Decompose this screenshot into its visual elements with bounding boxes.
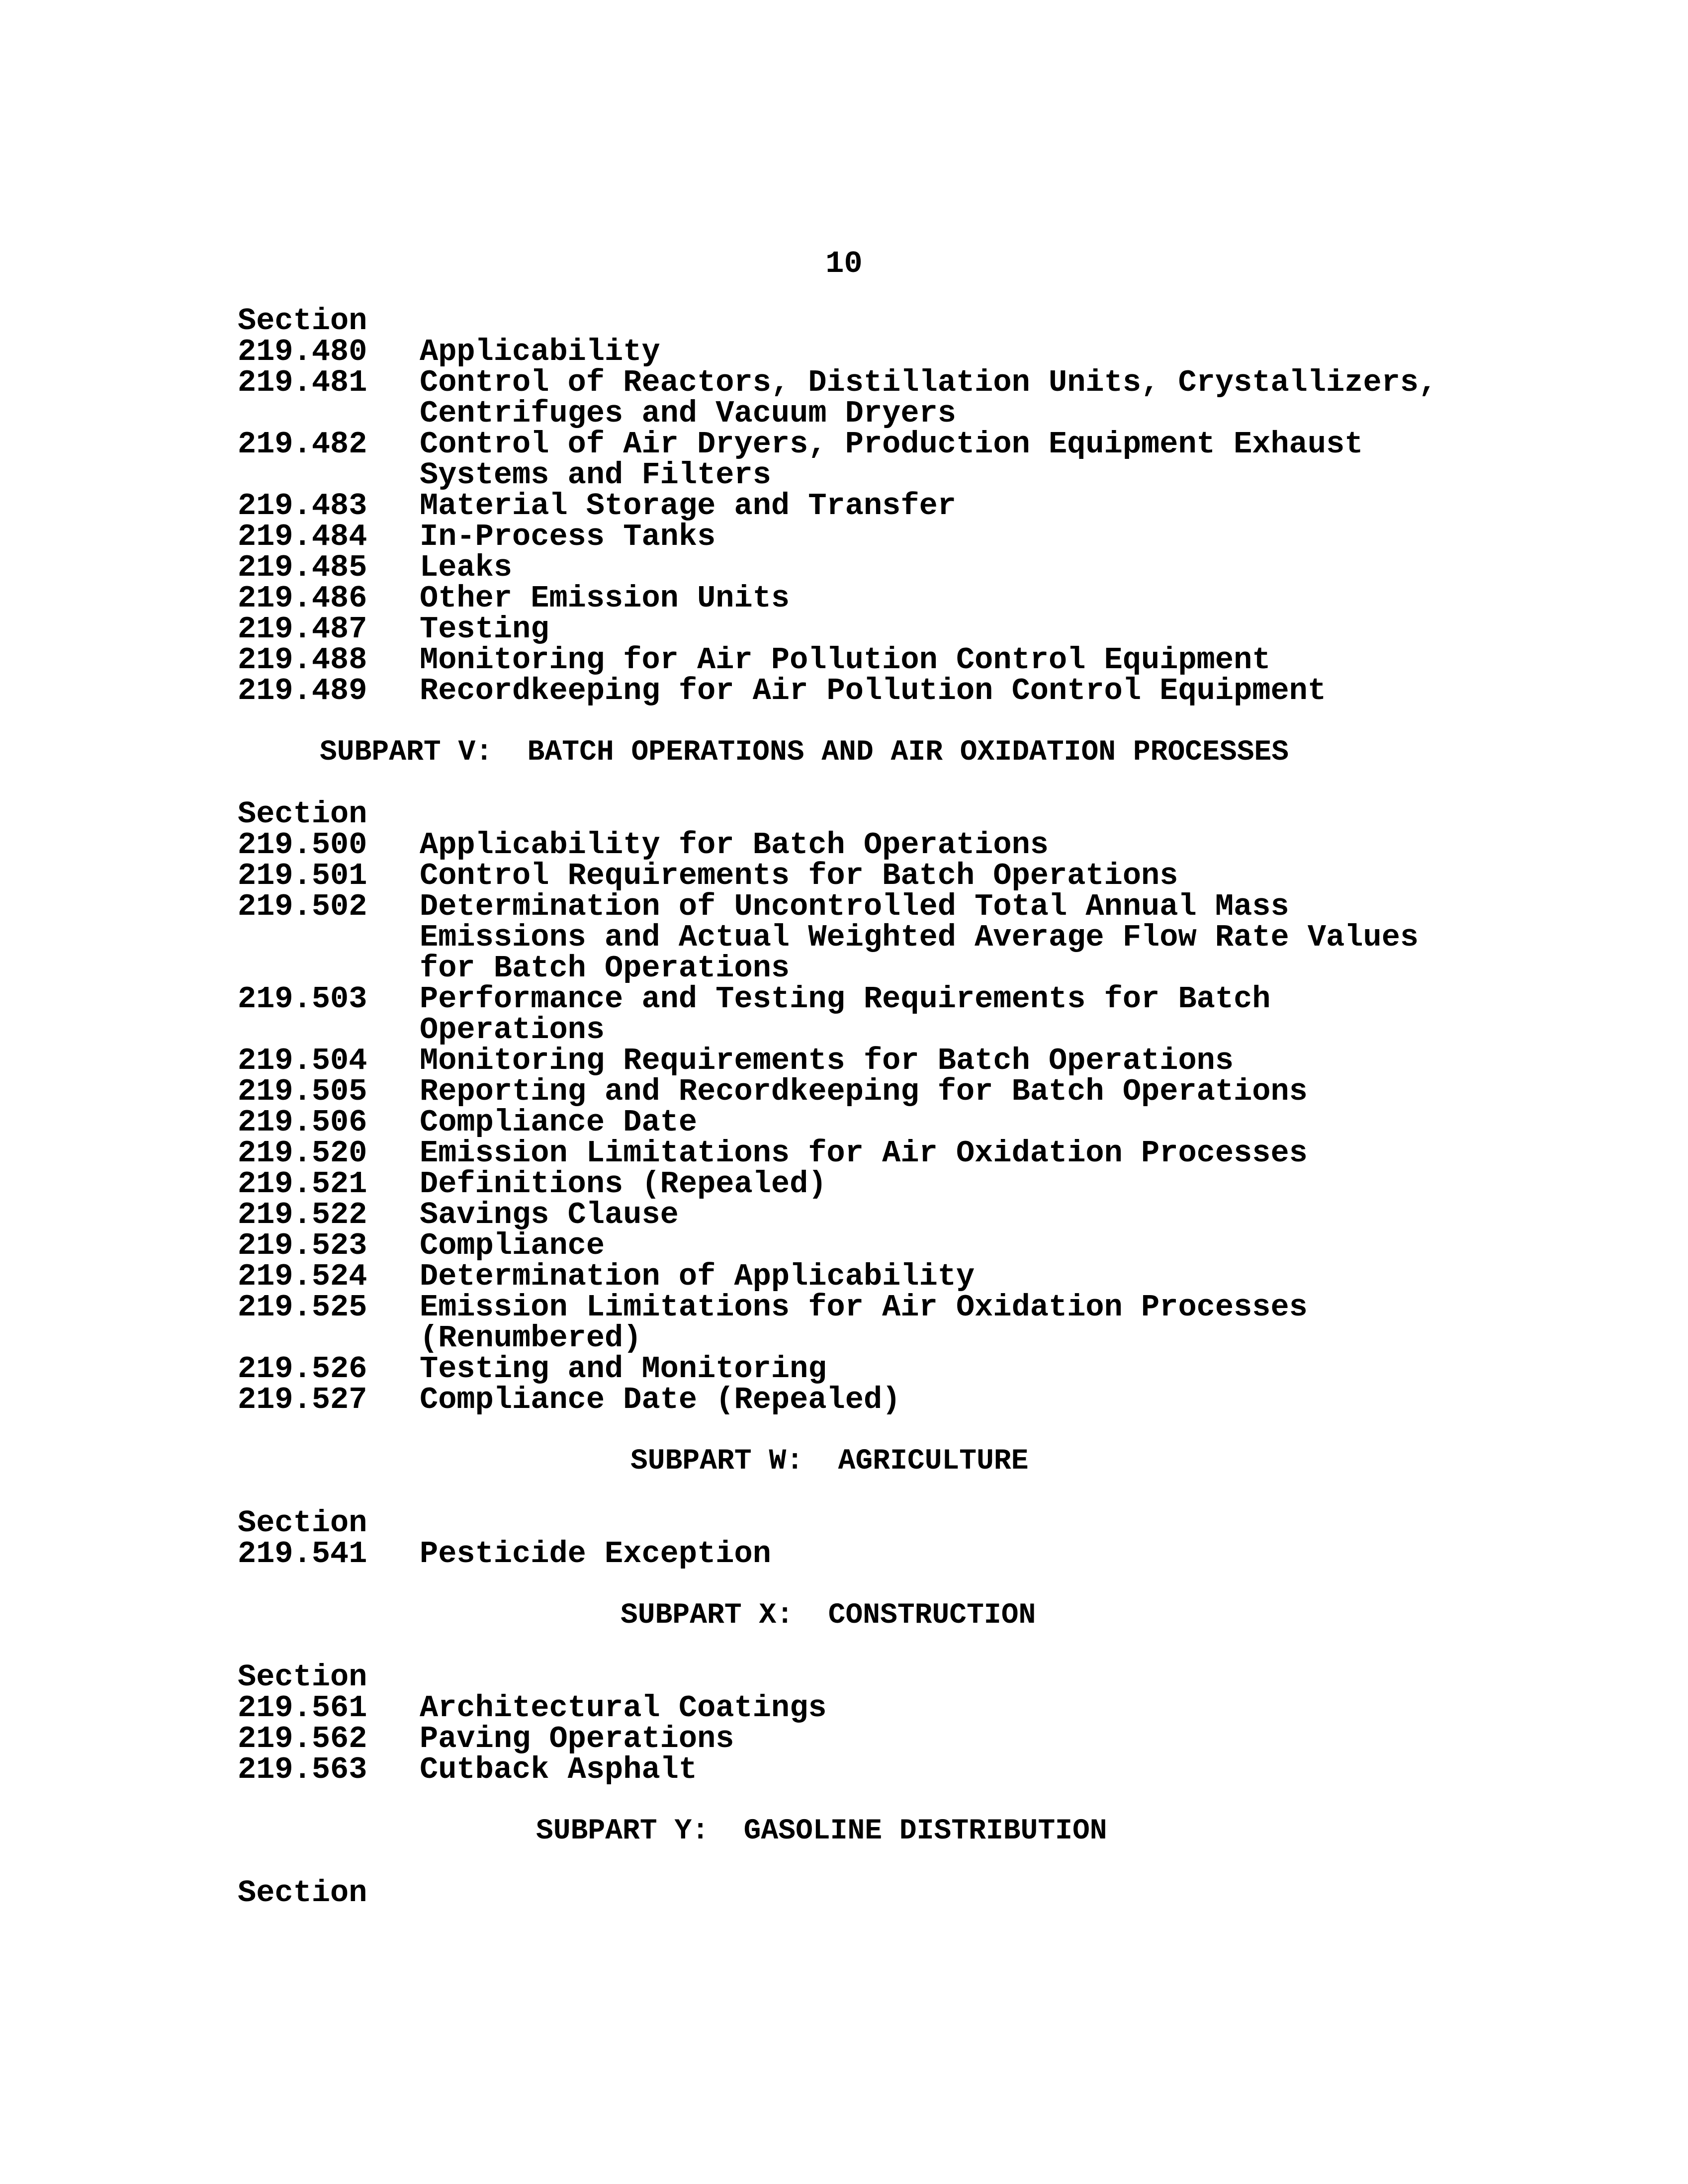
section-number: 219.485 (238, 550, 367, 585)
subpart-heading: SUBPART V: BATCH OPERATIONS AND AIR OXIDATION PROCESSES (320, 736, 1289, 769)
section-title: Compliance Date (420, 1105, 698, 1140)
section-title: Testing and Monitoring (420, 1351, 827, 1387)
section-number: 219.500 (238, 827, 367, 863)
toc-entry (238, 642, 1456, 678)
section-number: 219.521 (238, 1166, 367, 1202)
section-title: Applicability for Batch Operations (420, 827, 1049, 863)
section-title: Compliance Date (Repealed) (420, 1382, 901, 1417)
toc-entry (238, 1292, 1456, 1354)
section-title: Cutback Asphalt (420, 1752, 698, 1787)
toc-entry (238, 1382, 1456, 1417)
section-number: 219.523 (238, 1228, 367, 1263)
subpart-heading: SUBPART X: CONSTRUCTION (621, 1599, 1036, 1632)
toc-entry (238, 519, 1456, 554)
toc-block-subpart-u-continued (238, 303, 1456, 708)
section-number: 219.527 (238, 1382, 367, 1417)
toc-entry (238, 367, 1456, 429)
section-title: In-Process Tanks (420, 519, 716, 554)
toc-entry (238, 1138, 1456, 1169)
section-number: 219.480 (238, 334, 367, 369)
section-title: Material Storage and Transfer (420, 488, 956, 524)
section-title: Determination of Applicability (420, 1259, 975, 1294)
toc-entry (238, 614, 1456, 645)
section-title: Control Requirements for Batch Operations (420, 858, 1178, 893)
section-label: Section (238, 303, 367, 339)
section-title: Control of Reactors, Distillation Units, Crystallizers, Centrifuges and Vacuum Dryers (420, 365, 1437, 431)
section-title: Paving Operations (420, 1721, 734, 1756)
section-number: 219.488 (238, 642, 367, 678)
section-title: Leaks (420, 550, 513, 585)
section-title: Emission Limitations for Air Oxidation Processes (Renumbered) (420, 1290, 1308, 1356)
section-number: 219.561 (238, 1690, 367, 1726)
toc-entry (238, 552, 1456, 583)
section-title: Emission Limitations for Air Oxidation Processes (420, 1136, 1308, 1171)
section-number: 219.524 (238, 1259, 367, 1294)
section-number: 219.502 (238, 889, 367, 924)
subpart-heading: SUBPART W: AGRICULTURE (630, 1445, 1029, 1478)
table-of-contents (238, 303, 1456, 1911)
toc-entry (238, 1721, 1456, 1756)
section-number: 219.503 (238, 981, 367, 1017)
section-number: 219.486 (238, 581, 367, 616)
toc-entry (238, 1043, 1456, 1078)
toc-entry (238, 891, 1456, 984)
section-title: Compliance (420, 1228, 605, 1263)
section-number: 219.505 (238, 1074, 367, 1109)
toc-entry (238, 488, 1456, 524)
toc-block-subpart-x (238, 1600, 1456, 1785)
section-title: Definitions (Repealed) (420, 1166, 827, 1202)
section-number: 219.541 (238, 1536, 367, 1572)
section-label: Section (238, 1660, 367, 1695)
toc-entry (238, 673, 1456, 708)
section-number: 219.563 (238, 1752, 367, 1787)
section-number: 219.525 (238, 1290, 367, 1325)
section-title: Monitoring for Air Pollution Control Equipment (420, 642, 1271, 678)
toc-entry (238, 981, 1456, 1048)
section-label: Section (238, 1875, 367, 1911)
section-title: Monitoring Requirements for Batch Operations (420, 1043, 1234, 1078)
section-number: 219.481 (238, 365, 367, 400)
toc-entry (238, 429, 1456, 491)
section-number: 219.482 (238, 427, 367, 462)
section-number: 219.522 (238, 1197, 367, 1232)
toc-entry (238, 334, 1456, 369)
section-number: 219.506 (238, 1105, 367, 1140)
page-number: 10 (825, 246, 863, 281)
section-number: 219.487 (238, 612, 367, 647)
section-number: 219.483 (238, 488, 367, 524)
toc-entry (238, 1076, 1456, 1107)
section-title: Reporting and Recordkeeping for Batch Operations (420, 1074, 1308, 1109)
section-number: 219.562 (238, 1721, 367, 1756)
toc-block-subpart-y (238, 1816, 1456, 1909)
toc-block-subpart-v (238, 737, 1456, 1415)
section-title: Determination of Uncontrolled Total Annual Mass Emissions and Actual Weighted Average Flow Rate Values for Batch Operations (420, 889, 1419, 986)
section-title: Applicability (420, 334, 660, 369)
section-title: Savings Clause (420, 1197, 679, 1232)
toc-entry (238, 858, 1456, 893)
section-title: Pesticide Exception (420, 1536, 771, 1572)
section-label: Section (238, 1505, 367, 1541)
toc-entry (238, 1536, 1456, 1572)
section-title: Performance and Testing Requirements for Batch Operations (420, 981, 1271, 1048)
toc-entry (238, 1107, 1456, 1138)
toc-block-subpart-w (238, 1446, 1456, 1570)
section-title: Testing (420, 612, 549, 647)
toc-entry (238, 583, 1456, 614)
toc-entry (238, 827, 1456, 863)
section-title: Recordkeeping for Air Pollution Control Equipment (420, 673, 1327, 708)
section-number: 219.504 (238, 1043, 367, 1078)
section-title: Architectural Coatings (420, 1690, 827, 1726)
section-number: 219.526 (238, 1351, 367, 1387)
section-label: Section (238, 796, 367, 832)
section-number: 219.484 (238, 519, 367, 554)
toc-entry (238, 1230, 1456, 1261)
section-title: Other Emission Units (420, 581, 790, 616)
toc-entry (238, 1690, 1456, 1726)
toc-entry (238, 1197, 1456, 1232)
toc-entry (238, 1754, 1456, 1785)
toc-entry (238, 1261, 1456, 1292)
section-number: 219.489 (238, 673, 367, 708)
section-title: Control of Air Dryers, Production Equipment Exhaust Systems and Filters (420, 427, 1363, 493)
toc-entry (238, 1166, 1456, 1202)
subpart-heading: SUBPART Y: GASOLINE DISTRIBUTION (536, 1815, 1107, 1847)
toc-entry (238, 1351, 1456, 1387)
section-number: 219.520 (238, 1136, 367, 1171)
section-number: 219.501 (238, 858, 367, 893)
